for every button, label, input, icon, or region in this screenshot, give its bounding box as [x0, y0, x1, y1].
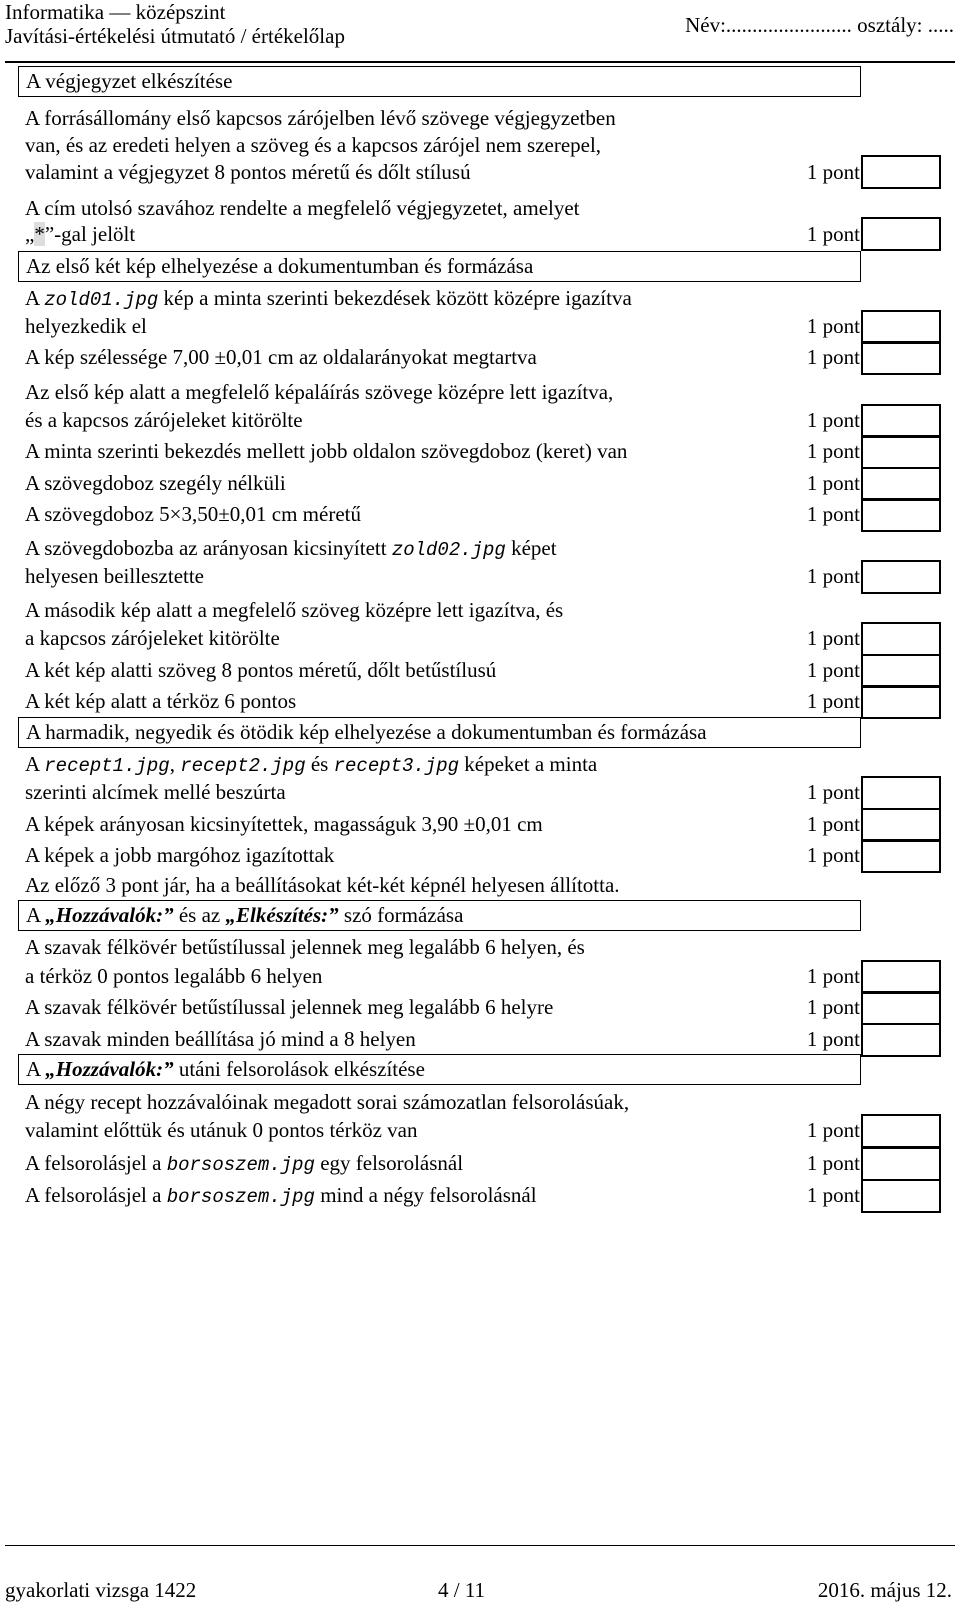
- filename: recept2.jpg: [180, 755, 306, 777]
- item-text: A négy recept hozzávalóinak megadott sorai számozatlan felsorolásúak,: [25, 1090, 630, 1114]
- item-text: A két kép alatti szöveg 8 pontos méretű, dőlt betűstílusú: [25, 658, 497, 682]
- item-text: helyezkedik el: [25, 314, 147, 338]
- points-label: 1 pont: [806, 812, 860, 836]
- score-box[interactable]: [861, 808, 941, 842]
- score-box[interactable]: [861, 654, 941, 688]
- item-text: A felsorolásjel a borsoszem.jpg mind a négy felsorolásnál: [25, 1183, 537, 1208]
- score-box[interactable]: [861, 217, 941, 251]
- header-doc-type: Javítási-értékelési útmutató / értékelőlap: [5, 24, 345, 48]
- section-title-box: [18, 717, 861, 748]
- points-label: 1 pont: [806, 1027, 860, 1051]
- item-text: a térköz 0 pontos legalább 6 helyen: [25, 964, 323, 988]
- section-title: A harmadik, negyedik és ötödik kép elhelyezése a dokumentumban és formázása: [26, 720, 707, 744]
- score-box[interactable]: [861, 960, 941, 994]
- score-box[interactable]: [861, 839, 941, 873]
- header-rule: [5, 61, 955, 63]
- points-label: 1 pont: [806, 689, 860, 713]
- score-box[interactable]: [861, 310, 941, 344]
- points-label: 1 pont: [806, 995, 860, 1019]
- item-text: A szavak félkövér betűstílussal jelennek meg legalább 6 helyre: [25, 995, 554, 1019]
- points-label: 1 pont: [806, 1118, 860, 1142]
- points-label: 1 pont: [806, 314, 860, 338]
- header-name-class: Név:........................ osztály: .....: [685, 13, 954, 37]
- points-label: 1 pont: [806, 345, 860, 369]
- section-title: A végjegyzet elkészítése: [26, 69, 233, 93]
- footer-exam-code: gyakorlati vizsga 1422: [5, 1578, 197, 1602]
- item-text: szerinti alcímek mellé beszúrta: [25, 780, 286, 804]
- item-text: „*”-gal jelölt: [25, 222, 136, 246]
- section-title: A „Hozzávalók:” utáni felsorolások elkészítése: [26, 1057, 425, 1081]
- item-text: A minta szerinti bekezdés mellett jobb oldalon szövegdoboz (keret) van: [25, 439, 628, 463]
- score-box[interactable]: [861, 1147, 941, 1181]
- item-text: van, és az eredeti helyen a szöveg és a kapcsos zárójel nem szerepel,: [25, 133, 602, 157]
- points-label: 1 pont: [806, 408, 860, 432]
- header-subject: Informatika — középszint: [5, 0, 226, 24]
- score-box[interactable]: [861, 341, 941, 375]
- item-text: A felsorolásjel a borsoszem.jpg egy felsorolásnál: [25, 1151, 464, 1176]
- points-label: 1 pont: [806, 439, 860, 463]
- score-box[interactable]: [861, 467, 941, 501]
- item-text: A szavak minden beállítása jó mind a 8 helyen: [25, 1027, 416, 1051]
- item-text: A képek arányosan kicsinyítettek, magasságuk 3,90 ±0,01 cm: [25, 812, 543, 836]
- score-box[interactable]: [861, 622, 941, 656]
- item-text: A recept1.jpg, recept2.jpg és recept3.jpg képeket a minta: [25, 752, 598, 777]
- filename: recept3.jpg: [333, 755, 460, 777]
- points-label: 1 pont: [806, 658, 860, 682]
- item-text: A szavak félkövér betűstílussal jelennek meg legalább 6 helyen, és: [25, 935, 585, 959]
- points-label: 1 pont: [806, 843, 860, 867]
- score-box[interactable]: [861, 155, 941, 189]
- section-title: Az első két kép elhelyezése a dokumentumban és formázása: [26, 254, 534, 278]
- points-label: 1 pont: [806, 780, 860, 804]
- score-box[interactable]: [861, 776, 941, 810]
- filename: borsoszem.jpg: [166, 1186, 315, 1208]
- score-box[interactable]: [861, 498, 941, 532]
- points-label: 1 pont: [806, 1151, 860, 1175]
- filename: borsoszem.jpg: [166, 1154, 315, 1176]
- item-text: A kép szélessége 7,00 ±0,01 cm az oldalarányokat megtartva: [25, 345, 537, 369]
- points-label: 1 pont: [806, 222, 860, 246]
- item-text: A zold01.jpg kép a minta szerinti bekezdések között középre igazítva: [25, 286, 632, 311]
- item-text: valamint előttük és utánuk 0 pontos térköz van: [25, 1118, 418, 1142]
- item-text: A cím utolsó szavához rendelte a megfelelő végjegyzetet, amelyet: [25, 196, 580, 220]
- score-box[interactable]: [861, 685, 941, 719]
- footer-date: 2016. május 12.: [817, 1578, 952, 1602]
- section-title-box: [18, 1054, 861, 1085]
- score-box[interactable]: [861, 404, 941, 438]
- score-box[interactable]: [861, 1179, 941, 1213]
- item-text: A szövegdobozba az arányosan kicsinyített zold02.jpg képet: [25, 536, 557, 561]
- filename: recept1.jpg: [44, 755, 170, 777]
- item-text: A szövegdoboz szegély nélküli: [25, 471, 286, 495]
- note-text: Az előző 3 pont jár, ha a beállításokat két-két képnél helyesen állította.: [25, 873, 620, 897]
- item-text: A forrásállomány első kapcsos zárójelben lévő szövege végjegyzetben: [25, 106, 616, 130]
- section-title-box: [18, 900, 861, 931]
- section-title-box: [18, 66, 861, 97]
- points-label: 1 pont: [806, 564, 860, 588]
- item-text: A képek a jobb margóhoz igazítottak: [25, 843, 335, 867]
- item-text: valamint a végjegyzet 8 pontos méretű és dőlt stílusú: [25, 160, 471, 184]
- points-label: 1 pont: [806, 160, 860, 184]
- footer-page-number: 4 / 11: [438, 1578, 486, 1602]
- section-title: A „Hozzávalók:” és az „Elkészítés:” szó formázása: [26, 903, 464, 927]
- points-label: 1 pont: [806, 1183, 860, 1207]
- item-text: A szövegdoboz 5×3,50±0,01 cm méretű: [25, 502, 361, 526]
- filename: zold01.jpg: [44, 289, 159, 311]
- item-text: és a kapcsos zárójeleket kitörölte: [25, 408, 303, 432]
- points-label: 1 pont: [806, 502, 860, 526]
- score-box[interactable]: [861, 435, 941, 469]
- points-label: 1 pont: [806, 964, 860, 988]
- item-text: a kapcsos zárójeleket kitörölte: [25, 626, 280, 650]
- score-box[interactable]: [861, 560, 941, 594]
- filename: zold02.jpg: [391, 539, 506, 561]
- item-text: A második kép alatt a megfelelő szöveg középre lett igazítva, és: [25, 598, 564, 622]
- points-label: 1 pont: [806, 626, 860, 650]
- item-text: helyesen beillesztette: [25, 564, 205, 588]
- score-box[interactable]: [861, 991, 941, 1025]
- footer-rule: [5, 1545, 955, 1546]
- item-text: Az első kép alatt a megfelelő képaláírás szövege középre lett igazítva,: [25, 380, 614, 404]
- item-text: A két kép alatt a térköz 6 pontos: [25, 689, 297, 713]
- score-box[interactable]: [861, 1114, 941, 1148]
- points-label: 1 pont: [806, 471, 860, 495]
- score-box[interactable]: [861, 1023, 941, 1057]
- section-title-box: [18, 251, 861, 282]
